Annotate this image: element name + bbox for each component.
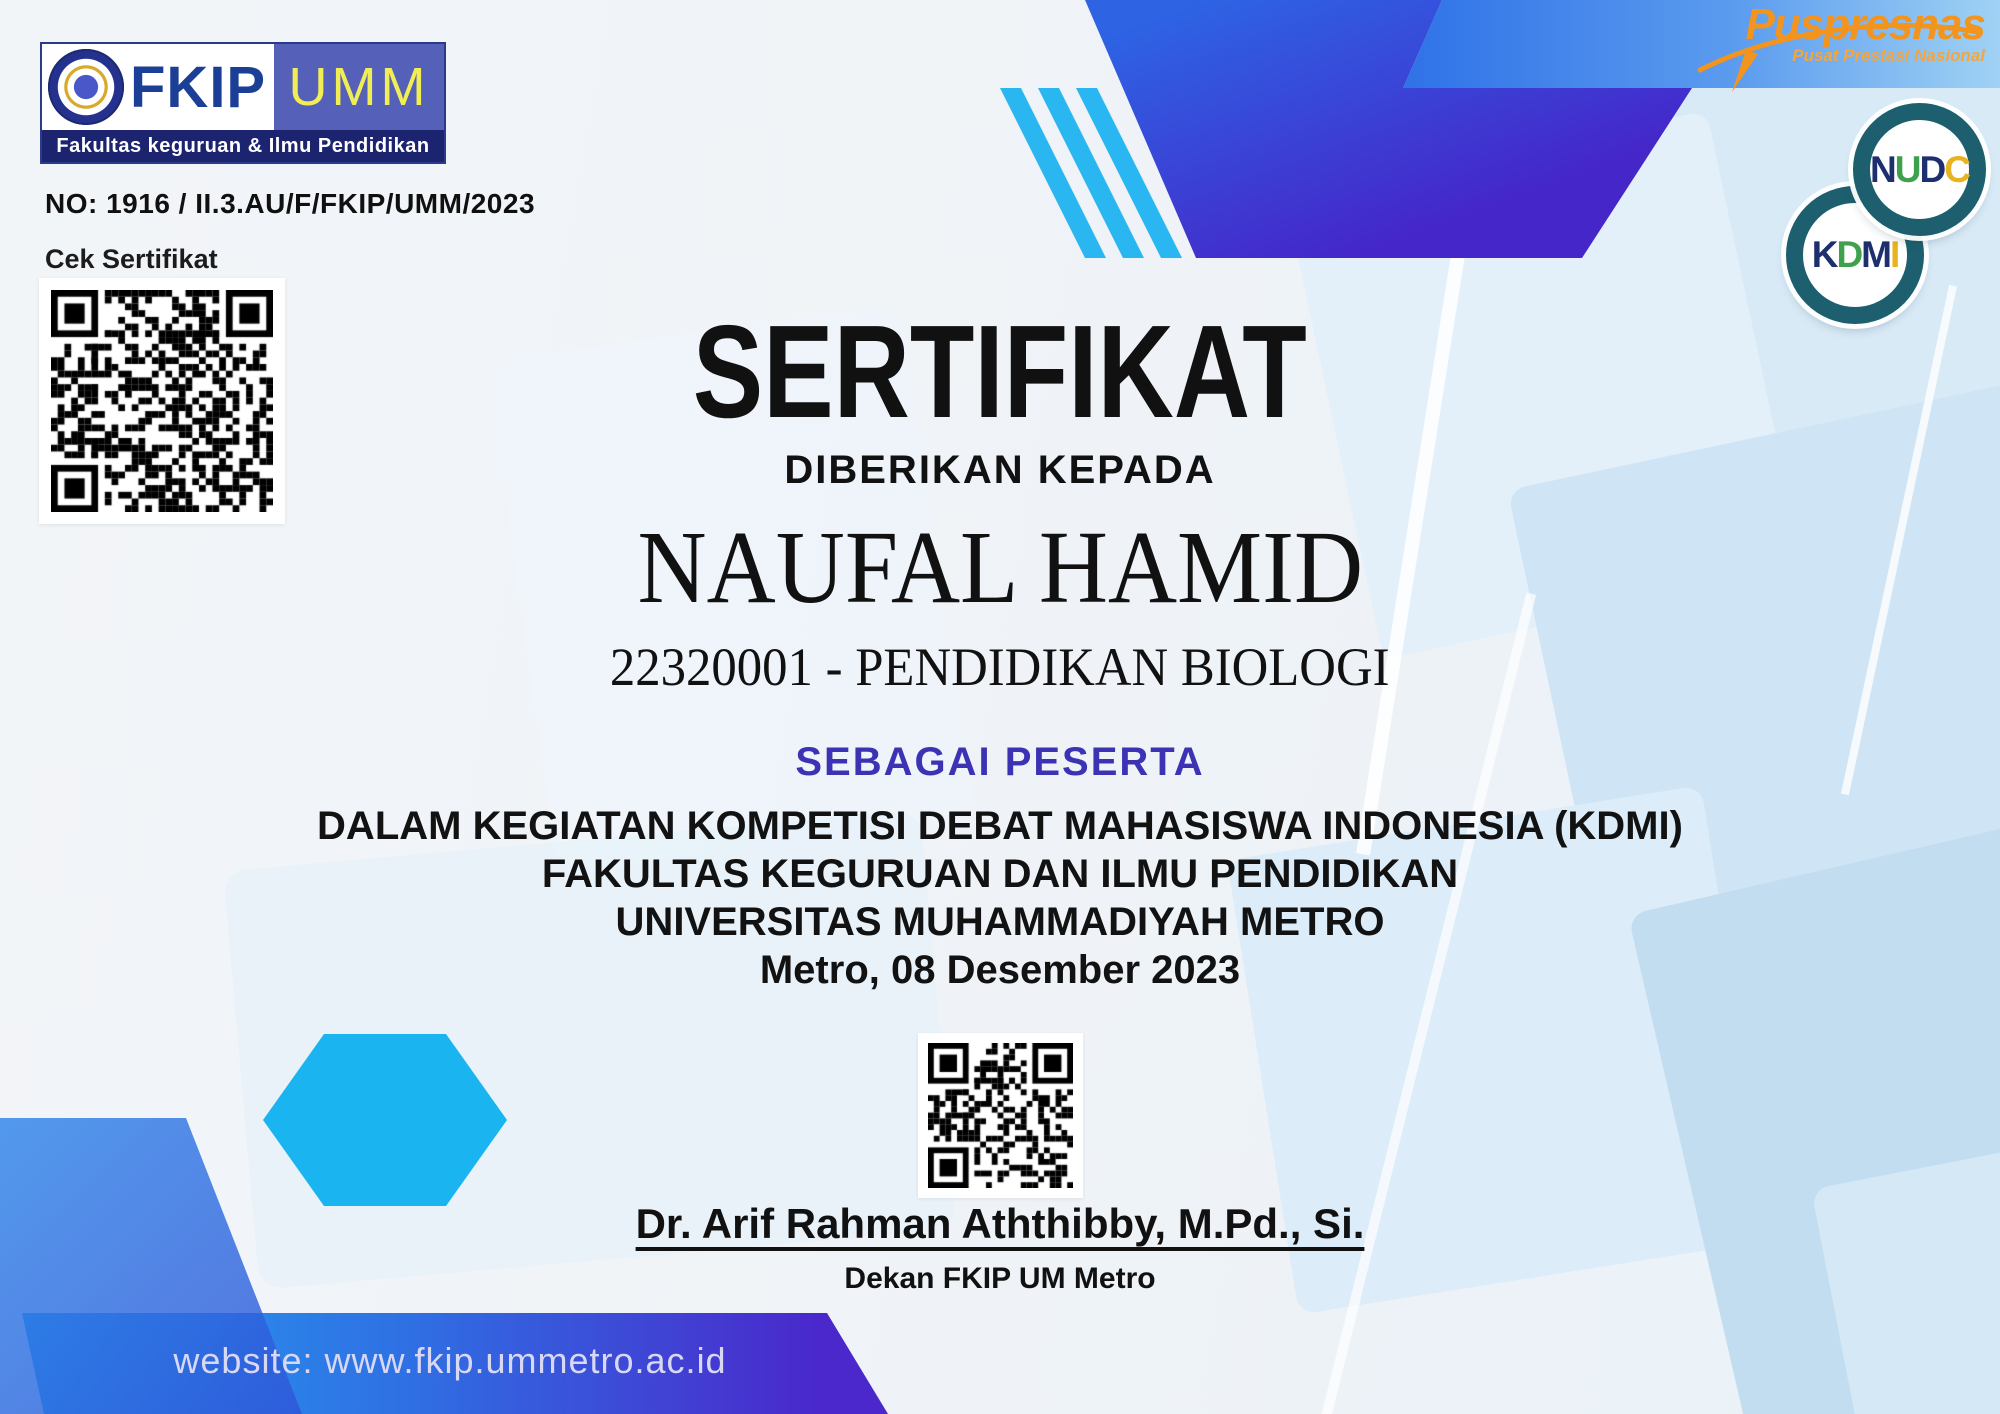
event-date: Metro, 08 Desember 2023	[759, 948, 1241, 992]
participant-role-label: SEBAGAI PESERTA	[795, 740, 1205, 784]
puspresnas-name: Puspresnas	[1745, 0, 1985, 49]
logo-fkip-text: FKIP	[130, 54, 267, 120]
certificate-title: SERTIFIKAT	[692, 298, 1307, 445]
event-description	[0, 802, 2000, 994]
event-line: DALAM KEGIATAN KOMPETISI DEBAT MAHASISWA INDONESIA (KDMI)	[317, 804, 1683, 848]
puspresnas-swoosh-icon	[1680, 8, 1980, 98]
signer-title: Dekan FKIP UM Metro	[844, 1262, 1156, 1295]
kdmi-letter: K	[1811, 234, 1837, 275]
fkip-umm-logo	[40, 42, 446, 164]
nudc-letter: D	[1919, 148, 1945, 190]
nudc-badge	[1853, 103, 1986, 236]
check-certificate-label: Cek Sertifikat	[45, 244, 218, 274]
nudc-letter: C	[1944, 148, 1969, 190]
kdmi-letter: D	[1836, 234, 1862, 275]
kdmi-letter: I	[1890, 234, 1899, 275]
university-seal-icon	[48, 49, 124, 125]
event-line: FAKULTAS KEGURUAN DAN ILMU PENDIDIKAN	[541, 852, 1459, 896]
nudc-letter: U	[1894, 148, 1920, 190]
website-url: website: www.fkip.ummetro.ac.id	[173, 1340, 727, 1381]
puspresnas-subtitle: Pusat Prestasi Nasional	[1792, 46, 1985, 65]
nudc-letter: N	[1870, 148, 1895, 190]
logo-umm-text: UMM	[288, 57, 430, 117]
given-to-label: DIBERIKAN KEPADA	[784, 448, 1216, 492]
logo-faculty-strip: Fakultas keguruan & Ilmu Pendidikan	[42, 130, 444, 162]
student-id-program: 22320001 - PENDIDIKAN BIOLOGI	[610, 637, 1390, 697]
signer-name: Dr. Arif Rahman Aththibby, M.Pd., Si.	[635, 1200, 1365, 1247]
recipient-name: NAUFAL HAMID	[637, 510, 1363, 625]
certificate-number: NO: 1916 / II.3.AU/F/FKIP/UMM/2023	[45, 188, 536, 219]
puspresnas-logo	[1690, 2, 1985, 66]
kdmi-letter: M	[1861, 234, 1890, 275]
cyan-hexagon-shape	[263, 1034, 507, 1206]
event-line: UNIVERSITAS MUHAMMADIYAH METRO	[615, 900, 1385, 944]
